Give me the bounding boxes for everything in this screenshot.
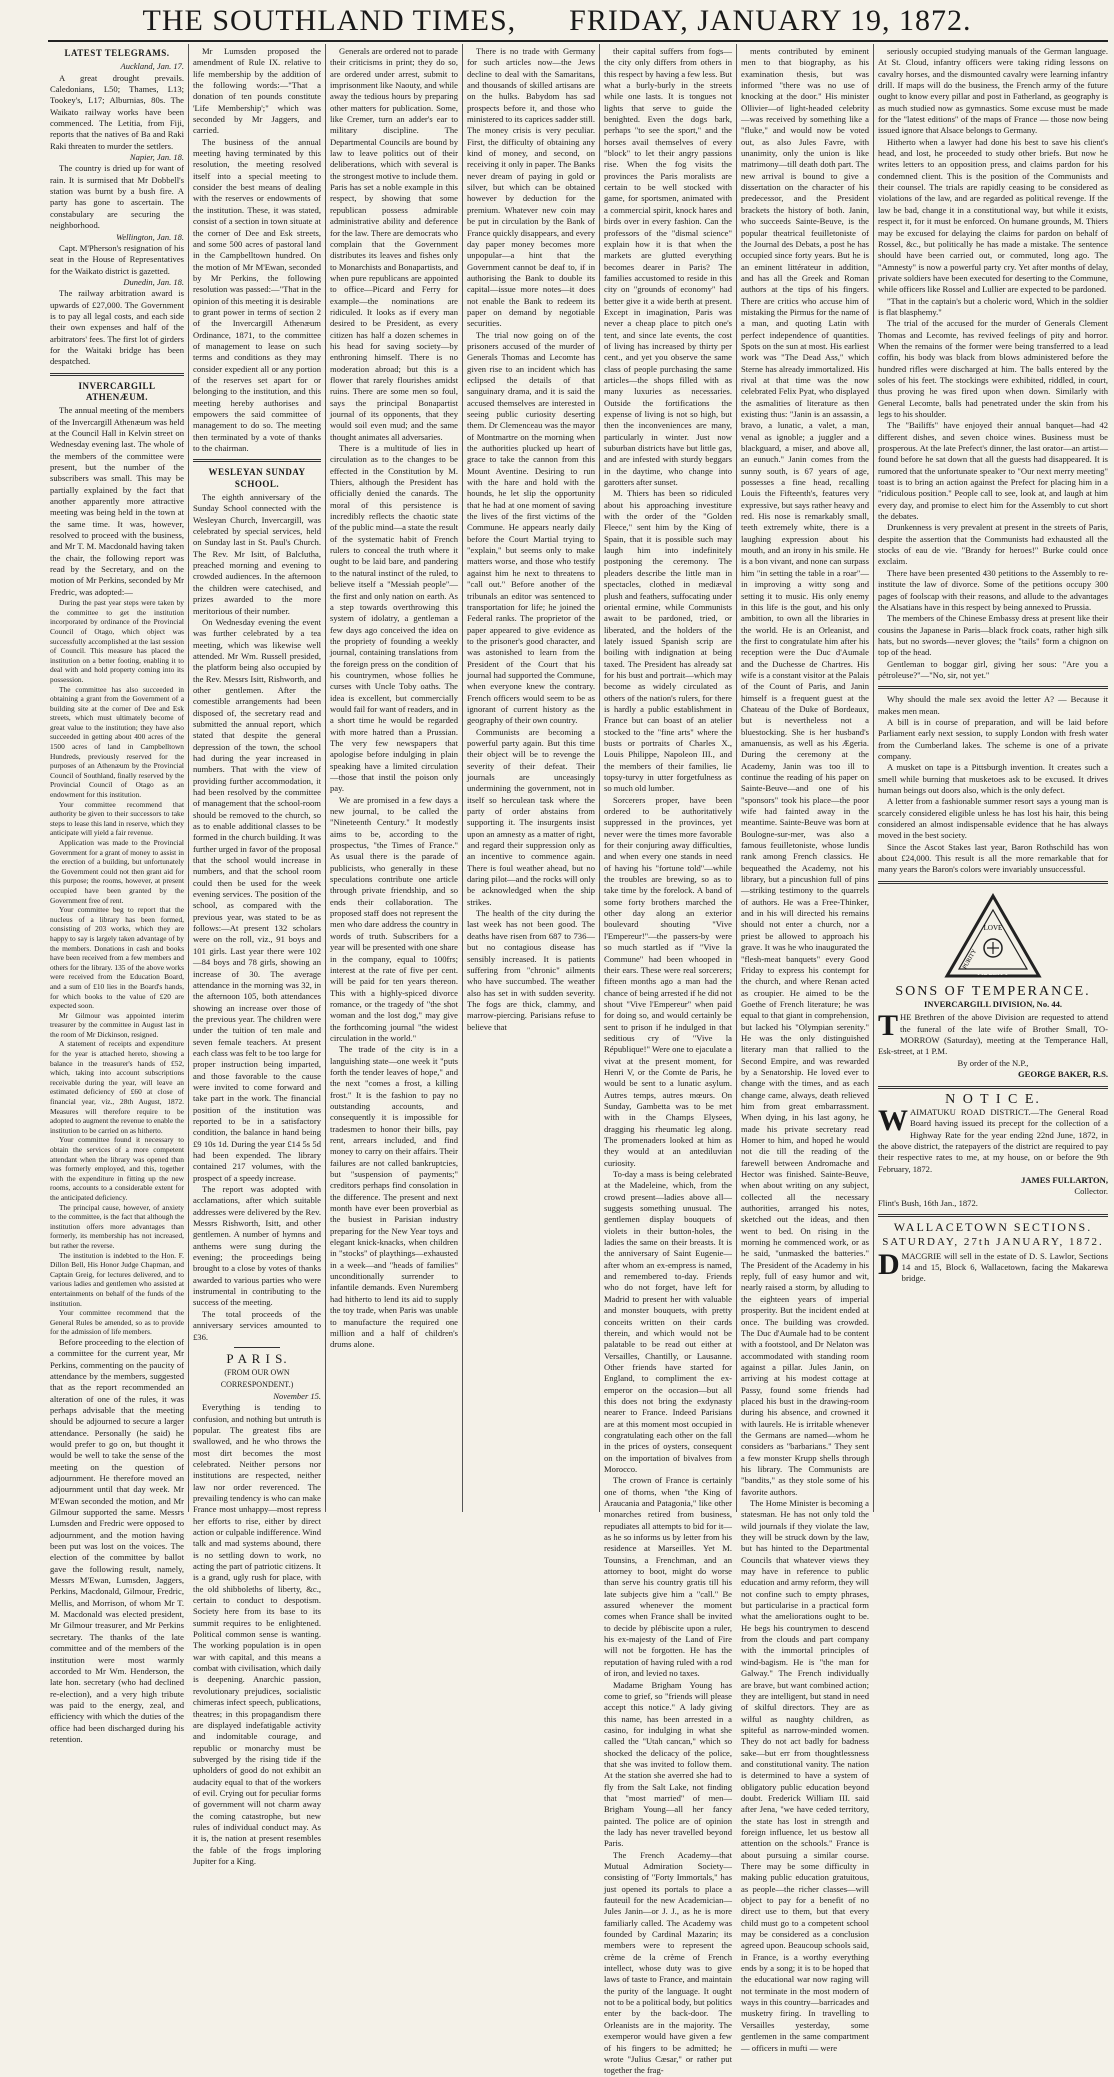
report-paragraph: Your committee recommend that authority be given to their successors to take steps to lease this land in reserve, which they anticipate will yield a fair revenue. — [50, 799, 184, 838]
paris-paragraph: We are promised in a few days a new journal, to be called the "Nineteenth Century." It modestly aims to be, according to the prospectus, "the Times of France." As usual there is the parade of publicists, who generally in these speculations contribute one article through private friendship, and so ends their collaboration. The proposed staff does not represent the men who dare address the country in words of truth. Subscribers for a year will be presented with one share in the company, equal to 100frs; interest at the rate of five per cent. will be paid for ten years thereon. This with a highly-spiced divorce romance, or the tragedy of "the shot woman and the lost dog," may give the forthcoming journal "the widest circulation in the world." — [330, 794, 458, 1043]
temperance-body-wrap — [878, 1009, 1108, 1057]
short-paragraph: Since the Ascot Stakes last year, Baron Rothschild has won about £24,000. This result is all the more remarkable that for many years the Baron's colors were invariably unsuccessful. — [878, 841, 1108, 875]
telegrams-heading: LATEST TELEGRAMS. — [64, 48, 170, 58]
column-3 — [330, 46, 458, 1514]
paris-paragraph: The trial now going on of the prisoners accused of the murder of Generals Thomas and Lecomte has given rise to an incident which has eclipsed the details of that sanguinary drama, and it is said the accused themselves are interested in seeing public curiosity deserting them. Dr Clemenceau was the mayor of Montmartre on the morning when the authorities plucked up heart of grace to take the cannon from this Mount Aventine. Desiring to run with the hare and hold with the hounds, he let slip the opportunity that he had at one moment of saving the lives of the first victims of the Commune. He appears nearly daily before the Court Martial trying to "explain," but seems only to make matters worse, and those who testify against him he next to threatens to "call out." Before another of the tribunals an editor was sentenced to transportation for life; he joined the Federal ranks. The proprietor of the paper appeared to give evidence as to the prisoner's good character, and was astonished to learn from the President of the Court that his journal had supported the Commune, when everyone knew the contrary. French officers would seem to be as ignorant of current history as the geography of their own country. — [467, 329, 595, 726]
temperance-order: By order of the N.P., — [957, 1057, 1029, 1068]
telegram-text: The railway arbitration award is upwards of £27,000. The Government is to pay all legal costs, and each side their own expenses and half of the arbitrators' fees. The first lot of girders for the Waitaki bridge has been despatched. — [50, 288, 184, 367]
column-1 — [50, 46, 185, 1744]
report-paragraph: Mr Gilmour was appointed interim treasurer by the committee in August last in the room of Mr Dickinson, resigned. — [50, 1010, 184, 1039]
paris-paragraph: ments contributed by eminent men to that biography, as his examination thesis, but was informed "there was no use of knocking at the door." His minister Ollivier—of light-headed celebrity—was received by something like a "fluke," and would now be voted out, as also Jules Favre, with unanimity, only the union is like matrimony—till death doth part. The new arrival is bound to give a dissertation on the character of his predecessor, and the President brackets the history of both. Janin, who succeeds Sainte-Beuve, is the popular theatrical feuilletoniste of the Journal des Debats, a post he has occupied since forty years. But he is an eminent littérateur in addition, and has all the Greek and Roman authors at the tips of his fingers. There are critics who accuse him of mistaking the Pirmus for the name of a man, and quoting Latin with perfect independence of quantities. Spots on the sun at most. His earliest work was "The Dead Ass," which Sterne has already immortalized. His rival at that time was the now celebrated Felix Pyat, who displayed the asmalities of literature as then existing thus: "Janin is an assassin, a bravo, a lunatic, a valet, a man, venal as ignoble; a juggler and a blackguard, a miser, and above all, an eunuch." Janin comes from the sunny south, is 67 years of age, possesses a fine head, recalling Louis the Fifteenth's, features very expressive, but says rather heavy and red. His nose is remarkably small, teeth extremely white, there is a laughing expression about his mouth, and an irony in his smile. He is a bon vivant, and none can surpass him "in setting the table in a roar"—in improving a witty song and setting it to music. His only enemy in this life is the gout, and his only ambition, to own all the libraries in the world. He is an Orleanist, and the first to congratulate him after his reception were the Duc d'Aumale and the Duchesse de Chartres. His wife is a constant visitor at the Palais of the Count of Paris, and Janin himself is a frequent guest at the Chateau of the Duke of Bordeaux, but is nevertheless not a bluestocking. She is her husband's amanuensis, as well as his Ægeria. During the ceremony at the Academy, Janin was too ill to continue the reading of his paper on Sainte-Beuve—and one of his "sponsors" took his place—the poor wife had fainted away in the meantime. Sainte-Beuve was born at Boulogne-sur-mer, was also a famous feuilletoniste, whose lundis rank among French classics. He bequeathed the Academy, not his library, but a pincushion full of pins—striking testimony to the quarrels of authors. He was a Free-Thinker, and in his will directed his remains should not enter a church, nor a priest be allowed to approach his grave. It was he who inaugurated the "flesh-meat banquets" every Good Friday to express his contempt for the church, and where Renan acted as croupier. He aimed to be the Goethe of French literature; he was equal to that giant in comprehension, but lacked his "Olympian serenity." He was the only distinguished literary man that rallied to the Second Empire, and was rewarded by a Senatorship. He loved ever to change with the times, and as each change came, always, death relieved him from great embarrassment. When dying, in his last agony, he made his private secretary read Homer to him, and hoped he would not die till the reading of the farewell between Andromache and Hector was finished. Sainte-Beuve, when about writing on any subject, collected all the necessary authorities, arranged his notes, sketched out the ideas, and then went to bed. On rising in the morning he commenced work, or as he said, "unmasked the batteries." The President of the Academy in his reply, full of easy humor and wit, nearly raised a storm, by alluding to the eighteen years of imperial prosperity. But the incident ended at once. The building was crowded. The Duc d'Aumale had to be content with a footstool, and Dr Nelaton was accommodated with standing room against a pillar. Jules Janin, on arriving at his modest cottage at Passy, found some friends had placed his bust in the drawing-room during his absence, and crowned it with laurels. He is irritable whenever the Germans are named—whom he considers as "barbarians." They sent a few monster Krupp shells through his library. The Communists are "bandits," as they stole some of his favorite authors. — [741, 46, 869, 1497]
notice-body-wrap — [878, 1103, 1108, 1175]
telegram-dateline: Dunedin, Jan. 18. — [123, 276, 184, 287]
paris-paragraph: There have been presented 430 petitions to the Assembly to re-institute the law of divorce. Some of the petitions occupy 300 pages of foolscap with their reasons, and allude to the advantages the Alsatians have in this respect by being annexed to Prussia. — [878, 567, 1108, 612]
section-rule — [878, 1214, 1108, 1217]
section-rule — [878, 1086, 1108, 1089]
telegram-list — [50, 61, 184, 367]
paris-paragraph: Everything is tending to confusion, and nothing but untruth is popular. The greatest fibs are swallowed, and he who throws the most dirt becomes the most celebrated. Neither persons nor institutions are respected, neither law nor order reverenced. The prevailing tendency is who can make France most unhappy—most repress her efforts to rise, either by direct action or culpable indifference. Wind talk and mad systems abound, there is no settling down to work, no acting the part of patriotic citizens. It is a grand, ugly rush for place, with the old shibboleths of liberty, &c., certain to conduct to despotism. Society here from its base to its summit requires to be enlightened. Political common sense is wanting. The working population is in open war with capital, and this means a combat with civilisation, which daily is deepening. Anarchic passion, revolutionary prejudices, socialistic chimeras infect speech, publications, theatres; in this propagandism there are displayed indefatigable activity and indomitable courage, and republic or monarchy must be subverged by the rising tide if the upholders of good do not exhibit an audacity equal to that of the workers of evil. Crying out for peculiar forms of government will not charm away the coming catastrophe, but new rules of individual conduct may. As it is, the nation at present resembles the fable of the frogs imploring Jupiter for a King. — [193, 1402, 321, 1866]
paris-body-cont — [330, 46, 458, 1351]
column-rule — [462, 44, 463, 1512]
section-rule — [878, 686, 1108, 689]
short-paragraphs — [878, 694, 1108, 876]
report-paragraph: The institution is indebted to the Hon. F. Dillon Bell, His Honor Judge Chapman, and Captain Greig, for lectures delivered, and to various ladies and gentlemen who assisted at entertainments on behalf of the funds of the institution. — [50, 1250, 184, 1308]
temperance-sign: GEORGE BAKER, R.S. — [1017, 1069, 1108, 1080]
notice-role: Collector. — [1074, 1186, 1108, 1197]
temperance-body: HE Brethren of the above Division are requested to attend the funeral of the late wife of Brother Small, TO-MORROW (Saturday), meeting at the Temperance Hall, Esk-street, at 1 P.M. — [878, 1012, 1108, 1057]
wallace-date: SATURDAY, 27th JANUARY, 1872. — [882, 1236, 1104, 1249]
wesleyan-heading: WESLEYAN SUNDAY SCHOOL. — [208, 467, 306, 489]
report-paragraph: Application was made to the Provincial Government for a grant of money to assist in the erection of a building, but unfortunately the Government could not then grant aid for this purpose; the rooms, however, at present occupied have been granted by the Government free of rent. — [50, 838, 184, 905]
athenaeum-heading: INVERCARGILL ATHENÆUM. — [78, 380, 156, 402]
short-paragraph: Why should the male sex avoid the letter A? — Because it makes men mean. — [878, 694, 1108, 716]
paper-date: FRIDAY, JANUARY 19, 1872. — [569, 4, 972, 37]
proceedings-paragraph: Before proceeding to the election of a committee for the current year, Mr Perkins, commenting on the paucity of attendance by the members, suggested that as the report recommended an alteration of one of the rules, it was perhaps advisable that the meeting should be adjourned to secure a larger attendance. Personally (he said) he would prefer to go on, but thought it would be well to take the sense of the meeting on the question of adjournment. He therefore moved an adjournment until that day week. Mr M'Ewan seconded the motion, and Mr Gilmour supported the same. Messrs Lumsden and Fredric were opposed to adjournment, and the motion having been put was lost on the voices. The election of the committee by ballot gave the following result, namely, Messrs M'Ewan, Lumsden, Jaggers, Perkins, Macdonald, Gilmour, Fredric, Mellis, and Morrison, of whom Mr T. M. Macdonald was elected president, Mr Gilmour treasurer, and Mr Perkins secretary. The thanks of the late committee and of the members of the institution were most warmly accorded to Mr Wm. Henderson, the late hon. secretary (who had declined re-election), and a very high tribute was paid to the energy, zeal, and efficiency with which the duties of the office had been discharged during his retention. — [50, 1336, 184, 1744]
proceedings-paragraph: Mr Lumsden proposed the amendment of Rule IX. relative to life membership by the addition of the following words:—"That a donation of ten pounds constitute 'Life Membership';" which was seconded by Mr Jaggers, and carried. — [193, 46, 321, 136]
temperance-triangle-emblem-icon — [943, 892, 1043, 980]
paris-paragraph: Madame Brigham Young has come to grief, so "friends will please accept this notice." A lady giving this name, has been arrested in a casino, for indulging in what she called the "Utah cancan," which so shocked the delicacy of the police, that she was invited to follow them. At the station she averred she had to fly from the Salt Lake, not finding that "most married" of men—Brigham Young—all her fancy painted. The police are of opinion the lady has never travelled beyond Paris. — [604, 1679, 732, 1849]
athenaeum-proceedings-cont — [193, 46, 321, 454]
column-rule — [873, 44, 874, 1512]
paris-paragraph: Generals are ordered not to parade their criticisms in print; they do so, are ordered under arrest, submit to imprisonment like Naouty, and while away the tedious hours by preparing other matters for publication. Some, like Cremer, turn an adder's ear to military discipline. The Departmental Councils are bound by law to leave politics out of their deliberations, which with several is the strongest motive to include them. Paris has set a noble example in this respect, by showing that some republican possess admirable administrative ability and deference for the law. There are democrats who complain that the Government distributes its leaves and fishes only to Monarchists and Bonapartists, and when pure republicans are appointed to office—Picard and Ferry for example—the nominations are ridiculed. It looks as if every man desired to be President, as every citizen has half a dozen schemes in his head for saving society—by enthroning himself. There is no moderation abroad; but this is a flower that rarely flourishes amidst ruins. There are some men so foul, says the principal Bonapartist journal of its opponents, that they would soil even mud; and the same thought animates all adversaries. — [330, 46, 458, 442]
column-rule — [599, 44, 600, 1512]
wesleyan-paragraph: On Wednesday evening the event was further celebrated by a tea meeting, which was likewise well attended. Mr Wm. Russell presided, the platform being also occupied by the Rev. Messrs Isitt, Rishworth, and other gentlemen. After the comestible arrangements had been disposed of, the secretary read and submitted the annual report, which stated that despite the general depression of the town, the school had during the year increased in numbers. That with the view of providing further accommodation, it had been resolved by the committee of management that the school-room should be removed to the church, so as to enable additional classes to be formed in the church building. It was further urged in favor of the proposal that the school would increase in numbers, and that the school room could then be used for the week evening services. The position of the school, as compared with the previous year, was stated to be as follows:—At present 132 scholars were on the roll, viz., 91 boys and 101 girls. Last year there were 102—84 boys and 78 girls, showing an increase of 30. The average attendance in the morning was 32, in the afternoon 105, both attendances showing an increase over those of the previous year. The children were under the tuition of ten male and seven female teachers. At present each class was felt to be too large for proper instruction being imparted, and those favorable to the cause were invited to come forward and take part in the work. The financial position of the institution was reported to be in a satisfactory condition, the balance in hand being £9 10s 1d. During the year £14 5s 5d had been expended. The library contained 217 volumes, with the prospect of a speedy increase. — [193, 616, 321, 1183]
report-paragraph: Your committee recommend that the General Rules be amended, so as to provide for the admission of life members. — [50, 1308, 184, 1337]
paris-paragraph: The French Academy—that Mutual Admiration Society—consisting of "Forty Immortals," has just opened its portals to place a fauteuil for the new Academician—Jules Janin—or J. J., as he is more familiarly called. The Academy was founded by Cardinal Mazarin; its members were to represent the crème de la crème of French intellect, whose duty was to give laws of taste to France, and maintain the purity of the language. It ought not to be a political body, but politics enter by the back-door. The Orleanists are in the majority. The exemperor would have given a few of his fingers to be admitted; he wrote "Julius Cæsar," or rather put together the frag- — [604, 1849, 732, 2076]
paris-body-col6 — [741, 46, 869, 2054]
short-paragraph: A musket on tape is a Pittsburgh invention. It creates such a smell while burning that musketoes ask to be excused. It drives human beings out doors also, which is the only defect. — [878, 762, 1108, 795]
column-4 — [467, 46, 595, 1514]
wesleyan-paragraph: The eighth anniversary of the Sunday School connected with the Wesleyan Church, Invercargill, was celebrated by special services, held on Sunday last in St. Paul's Church. The Rev. Mr Isitt, of Balclutha, preached morning and evening to crowded audiences. In the afternoon the children were catechised, and prizes awarded to the more meritorious of their number. — [193, 492, 321, 616]
wesleyan-body — [193, 492, 321, 1343]
short-paragraph: A bill is in course of preparation, and will be laid before Parliament early next session, to supply London with fresh water from the Cumberland lakes. The scheme is one of a private company. — [878, 716, 1108, 761]
notice-body: AIMATUKU ROAD DISTRICT.—The General Road Board having issued its precept for the collection of a Highway Rate for the year ending 22nd June, 1872, in the above district, the ratepayers of the district are required to pay their respective rates to me, at my house, on or before the 9th February, 1872. — [878, 1106, 1108, 1174]
telegram-text: Capt. M'Pherson's resignation of his seat in the House of Representatives for the Waikato district is gazetted. — [50, 242, 184, 276]
telegram-text: The country is dried up for want of rain. It is surmised that Mr Dobbell's station was burnt by a bush fire. A party has gone to ascertain. The constabulary are securing the neighborhood. — [50, 163, 184, 231]
temperance-heading: SONS OF TEMPERANCE. — [895, 983, 1091, 999]
paris-paragraph: Drunkenness is very prevalent at present in the streets of Paris, despite the assertion that the Communists had exhausted all the stocks of eau de vie. "Brandy for heroes!" Burke could once exclaim. — [878, 522, 1108, 567]
emblem-bottom-label: FIDELITY — [977, 968, 1009, 977]
report-paragraph: Your committee beg to report that the nucleus of a library has been formed, consisting of 203 works, which they are happy to say is largely taken advantage of by the members. Donations in cash and books have been received from a few members and others for the library. 135 of the above works were received from the Education Board, and a sum of £10 lies in the Board's hands, for which books to the value of £20 are expected soon. — [50, 905, 184, 1011]
telegram-text: A great drought prevails. Caledonians, L50; Thames, L13; Tookey's, L17; Alburnias, 80s. The Waikato railway works have been commenced. The Letitia, from Fiji, reports that the natives of Ba and Raki Raki threaten to murder the settlers. — [50, 72, 184, 151]
column-6 — [741, 46, 869, 2053]
masthead-rule — [48, 40, 1108, 42]
notice-sign: JAMES FULLARTON, — [1021, 1174, 1108, 1185]
paris-paragraph: The Home Minister is becoming a statesman. He has not only told the wild journals if they violate the law, they will be struck down by the law, but has hinted to the Departmental Councils that whatever views they may have in reference to public education and army reform, they will not confine such to empty phrases, but particularise in a practical form what the ameliorations ought to be. He begs his countrymen to descend from the clouds and part company with the immortal principles of wind-bagism. He is "the man for Galway." The French individually are brave, but want combined action; they are intelligent, but stand in need of skilful directors. They are as wilful as naughty children, as spiteful as narrow-minded women. They do not act badly for badness sake—but err from thoughtlessness and constitutional vanity. The nation is determined to have a system of obligatory public education beyond doubt. Frederick William III. said after Jena, "we have ceded territory, the state has lost in strength and foreign influence, let us bestow all attention on the schools." France is about pursuing a similar course. There may be some difficulty in making public education gratuitous, as people—the richer classes—will object to pay for a benefit of no direct use to them, but that every child must go to a competent school may be considered as a conclusion agreed upon. Beaucoup schools said, in France, is a worthy everything ends by a song; it is to be hoped that the educational war now raging will not terminate in the most modern of ways in this country—barricades and musketry firing. In travelling to Versailles yesterday, some gentlemen in the same compartment — officers in mufti — were — [741, 1498, 869, 2053]
paris-body-col5 — [604, 46, 732, 2077]
wallace-body-wrap — [878, 1247, 1108, 1285]
column-7 — [878, 46, 1108, 1514]
paris-body-col4 — [467, 46, 595, 1033]
paris-paragraph: The health of the city during the last week has not been good. The deaths have risen from 687 to 736—but no contagious disease has sensibly increased. It is patients suffering from "chronic" ailments who have succumbed. The weather also has set in with sudden severity. The fogs are thick, clammy, and marrow-piercing. Parisians refuse to believe that — [467, 908, 595, 1032]
athenaeum-proceedings — [50, 1337, 184, 1745]
temperance-division: INVERCARGILL DIVISION, No. 44. — [924, 999, 1062, 1010]
short-paragraph: A letter from a fashionable summer resort says a young man is scarcely considered eligible unless he has lost his hair, this being considered an almost indispensable evidence that he has always moved in the best society. — [878, 796, 1108, 841]
short-rule — [234, 1347, 280, 1348]
paris-paragraph: The members of the Chinese Embassy dress at present like their cousins the Japanese in Paris—black frock coats, rather high silk hats, but no swords—never gloves; the "tails" form a chignon on top of the head. — [878, 613, 1108, 658]
paris-sub: (FROM OUR OWN CORRESPONDENT.) — [220, 1368, 294, 1389]
paris-heading: P A R I S. — [226, 1350, 288, 1366]
paris-paragraph: To-day a mass is being celebrated at the Madeleine, which, from the crowd present—ladies above all—suggests something unusual. The gentlemen display bouquets of violets in their button-holes, the ladies the same on their breasts. It is the anniversary of Saint Eugenie—after whom an ex-empress is named, and remembered to-day. Friends who do not forget, have left for Madrid to present her with valuable and monster bouquets, with pretty conceits written on their cards therein, and which would not be palatable to be read out either at Versailles, Chantilly, or Lausanne. Other friends have started for England, to compliment the ex-emperor on the occasion—but all this does not bring the exdynasty nearer to France. Indeed Parisians are at this moment most occupied in congratulating each other on the fall in the prices of oysters, consequent on the importation of bivalves from Morocco. — [604, 1169, 732, 1474]
athenaeum-report — [50, 598, 184, 1337]
paris-body — [193, 1402, 321, 1867]
paris-body-col7 — [878, 46, 1108, 681]
paris-paragraph: The trial of the accused for the murder of Generals Clement Thomas and Lecomte, has revived feelings of pity and horror. When the remains of the former were being transferred to a lead coffin, his body was black from blows administered before the hundred rifles were discharged at him. The balls entered by the soles of his feet. The stockings were exhibited, riddled, in court, thus proving he was fired upon when down. Similarly with General Lecomte, balls had penetrated under the skin from his legs to his shoulder. — [878, 318, 1108, 419]
proceedings-paragraph: The business of the annual meeting having terminated by this resolution, the meeting resolved itself into a special meeting to consider the best means of dealing with the reserves or endowments of the institution. These, it was stated, consist of a section in town situate at the corner of Dee and Esk streets, and some 500 acres of pastoral land in the Campbelltown hundred. On the motion of Mr M'Ewan, seconded by Mr Perkins, the following resolution was passed:—"That in the opinion of this meeting it is desirable to grant power in terms of section 2 of the Invercargill Athenæum Ordinance, 1871, to the committee of management to lease on such terms and conditions as they may consider expedient all or any portion of the reserves set apart for or belonging to the institution, and this meeting hereby authorises and empowers the said committee of management to do so. The meeting then terminated by a vote of thanks to the chairman. — [193, 136, 321, 454]
paris-paragraph: Hitherto when a lawyer had done his best to save his client's head, and lost, he proceeded to study other briefs. But now he writes letters to an opposition press, and claims pardon for his condemned client. This is the position of the Communists and their counsel. The trials are rapidly ceasing to be considered as violations of the law, and are regarded as political revenge. If the law be bad, change it in a constitutional way, but while it exists, respect it, for it must be enforced. On humane grounds, M. Thiers may be excused for delaying the claims for pardon on behalf of Rossel, &c., but politically he has made a mistake. The sentence should have been carried out, or commuted, long ago. The "Amnesty" is now a powerful party cry. Yet after months of delay, private soldiers have been executed for deserting to the Commune, while officers like Rossel and Lullier are expected to be pardoned. — [878, 136, 1108, 295]
temperance-dropcap: T — [878, 1009, 899, 1043]
column-2 — [193, 46, 321, 1866]
paris-paragraph: There is a multitude of lies in circulation as to the changes to be effected in the Constitution by M. Thiers, although the President has officially denied the canards. The moral of this persistence is incredibly reflects the chaotic state of the public mind—a state the result of the systematic habit of French rulers to conceal the truth where it ought to be laid bare, and pandering to the natural instinct of the ruled, to believe itself a "Messiah people"—the first and only nation on earth. As a step towards overthrowing this system of idolatry, a gentleman a few days ago conceived the idea on the propriety of founding a weekly journal, containing translations from the foreign press on the condition of his countrymen, whose follies he curses with Uncle Toby oaths. The idea is excellent, but commercially would fail for want of readers, and in a short time he would be regarded with more hatred than a Prussian. The very few newspapers that apologise before indulging in plain speaking have a limited circulation—those that instil the poison only pay. — [330, 443, 458, 794]
column-rule — [736, 44, 737, 1512]
paris-dateline: November 15. — [273, 1390, 321, 1401]
paris-paragraph: There is no trade with Germany for such articles now—the Jews decline to deal with the Samaritans, and thousands of skilled artisans are on the hulks. Babydom has sad prospects before it, and those who ministered to its caprices sadder still. The money crisis is very peculiar. First, the difficulty of obtaining any kind of money, and second, on receiving it only in paper. The Banks never dream of paying in gold or silver, but which can be obtained however by deduction for the premium. Whatever new coin may be put in circulation by the Bank of France quickly disappears, and every day paper money becomes more unpopular—a hint that the Government cannot be deaf to, if in authorising the Bank to double its capital—issue more notes—it does not enable the Bank to redeem its paper on demand by negotiable securities. — [467, 46, 595, 329]
column-5 — [604, 46, 732, 2076]
notice-heading: N O T I C E. — [945, 1091, 1041, 1107]
paris-paragraph: Gentleman to boggar girl, giving her sous: "Are you a pétroleuse?"—"No, sir, not yet." — [878, 658, 1108, 680]
telegram-dateline: Wellington, Jan. 18. — [116, 231, 184, 242]
report-paragraph: During the past year steps were taken by the committee to get the institution incorporated by ordinance of the Provincial Council of Otago, which object was successfully accomplished at the last session of Council. This measure has placed the institution on a better footing, enabling it to deal with and hold property coming into its possession. — [50, 598, 184, 684]
section-rule — [878, 881, 1108, 884]
paris-paragraph: "That in the captain's but a choleric word, Which in the soldier is flat blasphemy." — [878, 295, 1108, 317]
masthead — [0, 4, 1114, 38]
notice-dropcap: W — [878, 1103, 908, 1137]
paris-paragraph: Sorcerers proper, have been ordered to be authoritatively suppressed in the provinces, yet never were the times more favorable for their conjuring away difficulties, and when every one stands in need of having his "fortune told"—while the troubles are brewing, so as to take time by the forelock. A band of some forty brothers marched the other day along an exterior boulevard shouting "Vive l'Empereur!"—the passers-by were so much startled as if "Vive la Commune" had been whooped in their ears. These were real sorcerers; fifteen months ago a man had the chance of being arrested if he did not shout "Vive l'Empereur" when paid for doing so, and would certainly be sent to prison if he indulged in that seditious cry of "Vive la République!" Were one to ejaculate a vivat at the present moment, for Henri V, or the Comte de Paris, he would be sent to a lunatic asylum. Autres temps, autres mœurs. On Sunday, Gambetta was to be met with in the Champs Elysees, dragging his rheumatic leg along. The promenaders looked at him as they would at an antediluvian curiosity. — [604, 794, 732, 1168]
emblem-top-label: LOVE — [983, 923, 1003, 932]
telegram-dateline: Auckland, Jan. 17. — [120, 61, 184, 72]
paris-paragraph: M. Thiers has been so ridiculed about his approaching investiture with the order of the "Golden Fleece," sent him by the King of Spain, that it is possible such may laugh him into indefinitely postponing the ceremony. The pleaders describe the little man in spectacles, clothed in mediæval plush and feathers, suffocating under oriental ermine, while Communists await to be pardoned, tried, or liberated, and the holders of the lately issued Spanish scrip are boiling with indignation at being taxed. The President has already sat for his bust and portrait—which may become as widely circulated as others of the nation's rulers, for there is hardly a public establishment in France but can boast of an atelier stocked to the "fine arts" where the busts or portraits of Charles X., Louis Philippe, Napoleon III., and the members of their families, lie topsy-turvy in utter forgetfulness as so much old lumber. — [604, 488, 732, 794]
report-paragraph: The principal cause, however, of anxiety to the committee, is the fact that although the institution offers more advantages than formerly, its membership has not increased, but rather the reverse. — [50, 1202, 184, 1250]
paris-paragraph: seriously occupied studying manuals of the German language. At St. Cloud, infantry officers were taking riding lessons on cavalry horses, and the dismounted cavalry were learning infantry drill. If maps will do the business, the French army of the future ought to know every pillar and post in Fatherland, as geography is as much studied now as gymnastics. Some excuse must be made for the "latest editions" of the maps of France — those now being issued ignore that Alsace belongs to Germany. — [878, 46, 1108, 136]
wallace-heading: WALLACETOWN SECTIONS. — [893, 1219, 1093, 1234]
wallace-dropcap: D — [878, 1247, 900, 1281]
report-paragraph: The committee has also succeeded in obtaining a grant from the Government of a building site at the corner of Dee and Esk streets, which must ultimately become of great value to the institution; they have also succeeded in getting about 400 acres of the 1500 acres of land in Campbelltown Hundreds, previously reserved for the purposes of an Athenæum by the Provincial Council of Southland, finally reserved by the Provincial Council of Otago as an endowment for this institution. — [50, 684, 184, 800]
section-rule — [50, 373, 184, 376]
wesleyan-paragraph: The report was adopted with acclamations, after which suitable addresses were delivered by the Rev. Messrs Rishworth, Isitt, and other gentlemen. A number of hymns and anthems were sung during the evening; the proceedings being brought to a close by votes of thanks awarded to various parties who were instrumental in contributing to the success of the meeting. — [193, 1184, 321, 1308]
paris-paragraph: The "Bailiffs" have enjoyed their annual banquet—had 42 different dishes, and seven choice wines. Business must be prosperous. At the late Prefect's dinner, the last orator—an artist—found before he sat down that all the guests had disappeared. It is rumored that the unfortunate speaker to "Our next merry meeting" toast is to bring an action against the Prefect for placing him in a "ridiculous position." People call to see, look at, and laugh at him every day, and promise to elect him for the Assembly to cut short the debates. — [878, 420, 1108, 522]
paper-title: THE SOUTHLAND TIMES, — [142, 4, 517, 37]
wesleyan-paragraph: The total proceeds of the anniversary services amounted to £36. — [193, 1308, 321, 1342]
paris-paragraph: The trade of the city is in a languishing state—one week it "puts forth the tender leaves of hope," and the next "comes a frost, a killing frost." It is the fashion to pay no outstanding accounts, and consequently it is impossible for tradesmen to honor their bills, pay rent, arrears included, and find money to carry on their affairs. Their failures are not called bankruptcies, but "suspension of payments;" creditors perhaps find consolation in the difference. The present and next month have ever been proverbial as the busiest in Parisian industry preparing for the New Year toys and elegant knick-knacks, when children in "stocks" of playthings—exhausted in a week—and "heads of families" unconditionally surrender to infantile demands. Even Nuremberg had hitherto to lend its aid to supply the toy trade, when Paris was unable to manufacture the required one million and a half of children's drums alone. — [330, 1044, 458, 1350]
section-rule — [193, 459, 321, 462]
paris-paragraph: The crown of France is certainly one of thorns, when "the King of Araucania and Patagonia," like other monarches retired from business, repudiates all attempts to bid for it—as he so informs us by letter from his residence at Marseilles. Yet M. Tounsins, a Frenchman, and an attorney to boot, might do worse than serve his country gratis till his late subjects give him a "call." Be assured whenever the moment comes when France shall be invited to decide by plébiscite upon a ruler, his ex-majesty of the Land of Fire will not be forgotten. He has the reputation of having ruled with a rod of iron, and levied no taxes. — [604, 1475, 732, 1679]
column-rule — [325, 44, 326, 1512]
report-paragraph: A statement of receipts and expenditure for the year is attached hereto, showing a balance in the treasurer's hands of £52, which, taking into account subscriptions receivable during the year, will leave an estimated deficiency of £60 at close of financial year, viz., 28th August, 1872. Measures will therefore require to be adopted to augment the revenue to enable the institution to be carried on as hitherto. — [50, 1039, 185, 1135]
report-paragraph: Your committee found it necessary to obtain the services of a more competent attendant when the library was opened than was formerly employed, and this, together with the expenditure in fitting up the new rooms, accounts to a considerable extent for the anticipated deficiency. — [50, 1135, 184, 1202]
emblem-left-label: PURITY — [962, 948, 979, 971]
column-rule — [188, 44, 189, 1512]
notice-place: Flint's Bush, 16th Jan., 1872. — [878, 1197, 978, 1208]
telegram-dateline: Napier, Jan. 18. — [129, 152, 184, 163]
wallace-body: MACGRIE will sell in the estate of D. S. Lawlor, Sections 14 and 15, Block 6, Wallacetown, facing the Makarewa bridge. — [901, 1250, 1108, 1284]
paris-paragraph: Communists are becoming a powerful party again. But this time their object will be to revenge the severity of their defeat. Their journals are unceasingly undermining the government, not in itself so herculean task where the party of order abstains from supporting it. The insurgents insist upon an amnesty as a matter of right, and regard their suppression only as an incentive to commence again. There is foul weather ahead, but no daring pilot—and the rocks will only be acknowledged when the ship strikes. — [467, 726, 595, 907]
paris-paragraph: their capital suffers from fogs—the city only differs from others in this respect by having a few less. But what a burly-burly in the streets while one lasts. It is tongues not lights that serve to guide the benighted. Even the dogs bark, perhaps "to see the sport," and the horses avail themselves of every "block" to let their angry passions rise. When the fog visits the provinces the Paris moralists are certain to be well stocked with game, for sportsmen, animated with a commercial spirit, knock hares and birds over in every fashion. Can the professors of the "dismal science" explain how it is that when the markets are glutted everything becomes dearer in Paris? The families accustomed to reside in this city on "grounds of economy" had better give it a wide berth at present. Except in imagination, Paris was never a cheap place to pitch one's tent, and since late events, the cost of living has increased by thirty per cent., and yet you observe the same class of people purchasing the same articles—the shops filled with as many luxuries as necessaries. Outside the fortifications the expense of living is not so high, but then the inconveniences are many, particularly in winter. Just now suburban districts have but little gas, and are infested with sturdy beggars in the daytime, who change into garotters after sunset. — [604, 46, 732, 488]
athenaeum-intro: The annual meeting of the members of the Invercargill Athenæum was held at the Council Hall in Kelvin street on Wednesday evening last. The whole of the members of the committee were present, but the number of the subscribers was small. This may be partially explained by the fact that another apparently more attractive meeting was being held in the town at the same time. It was, however, resolved to proceed with the business, and Mr T. M. Macdonald having taken the chair, the following report was read by the Secretary, and on the motion of Mr Perkins, seconded by Mr Fredric, was adopted:— — [50, 405, 184, 597]
